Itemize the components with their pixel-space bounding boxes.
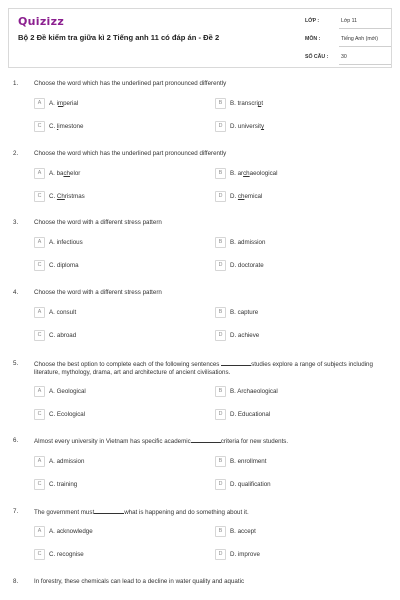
option-label xyxy=(230,481,271,488)
meta-panel xyxy=(305,9,393,69)
question-text xyxy=(34,360,389,377)
option-label xyxy=(49,388,86,395)
meta-value: Tiếng Anh (mới) xyxy=(341,36,378,42)
answer-option-d[interactable] xyxy=(215,191,365,203)
text-segment: Choose the word with a different stress pattern xyxy=(34,289,162,296)
text-segment: B. accept xyxy=(230,528,256,535)
option-letter-box[interactable]: B xyxy=(215,98,226,109)
text-segment: A. i xyxy=(49,100,58,107)
answer-option-b[interactable] xyxy=(215,386,365,398)
text-segment: Choose the word which has the underlined part pronounced differently xyxy=(34,150,227,157)
option-label xyxy=(230,100,263,107)
option-letter-box[interactable]: A xyxy=(34,168,45,179)
meta-value: Lớp 11 xyxy=(341,18,357,24)
text-segment: B. ar xyxy=(230,170,244,177)
option-letter-box[interactable]: C xyxy=(34,121,45,132)
question-number: 6. xyxy=(13,437,19,444)
question-number: 2. xyxy=(13,150,19,157)
option-label xyxy=(49,309,76,316)
question-number: 5. xyxy=(13,360,19,367)
meta-underline xyxy=(339,28,391,29)
underlined-letters: ch xyxy=(237,193,245,200)
option-letter-box[interactable]: A xyxy=(34,456,45,467)
meta-key: MÔN : xyxy=(305,36,321,42)
text-segment: A. acknowledge xyxy=(49,528,93,535)
underlined-letters: Ch xyxy=(56,193,65,200)
underlined-letters: p xyxy=(257,100,262,107)
text-segment: studies explore a range of subjects including literature, mythology, drama, art and architecture of ancient civilisations. xyxy=(34,361,373,376)
option-letter-box[interactable]: C xyxy=(34,549,45,560)
option-letter-box[interactable]: A xyxy=(34,526,45,537)
text-segment: The government must xyxy=(34,509,95,516)
meta-underline xyxy=(339,64,391,65)
quizizz-logo: Quizizz xyxy=(18,15,65,28)
question-number: 7. xyxy=(13,508,19,515)
option-label xyxy=(49,123,83,130)
text-segment: imestone xyxy=(58,123,84,130)
underlined-letters: ch xyxy=(63,170,70,177)
text-segment: C. training xyxy=(49,481,78,488)
answer-option-a[interactable] xyxy=(34,526,184,538)
answer-option-b[interactable] xyxy=(215,168,365,180)
option-label xyxy=(49,458,84,465)
option-label xyxy=(49,551,84,558)
text-segment: C. abroad xyxy=(49,332,77,339)
text-segment: D. Educational xyxy=(230,411,271,418)
answer-option-c[interactable] xyxy=(34,479,184,491)
text-segment: t xyxy=(261,100,264,107)
question-text xyxy=(34,150,389,158)
answer-option-b[interactable] xyxy=(215,526,365,538)
question-text xyxy=(34,437,389,446)
question-text xyxy=(34,508,389,517)
text-segment: C. xyxy=(49,123,57,130)
option-letter-box[interactable]: D xyxy=(215,549,226,560)
underlined-letters: ch xyxy=(243,170,250,177)
answer-option-b[interactable] xyxy=(215,307,365,319)
answer-option-d[interactable] xyxy=(215,330,365,342)
option-label xyxy=(230,170,278,177)
meta-key: SỐ CÂU : xyxy=(305,54,329,60)
answer-option-a[interactable] xyxy=(34,307,184,319)
answer-blank xyxy=(94,508,124,514)
option-label xyxy=(230,411,270,418)
option-letter-box[interactable]: B xyxy=(215,456,226,467)
answer-option-b[interactable] xyxy=(215,98,365,110)
option-letter-box[interactable]: C xyxy=(34,479,45,490)
option-label xyxy=(49,411,85,418)
option-label xyxy=(230,332,259,339)
meta-underline xyxy=(339,46,391,47)
option-label xyxy=(49,332,76,339)
text-segment: C. xyxy=(49,193,57,200)
text-segment: A. Geological xyxy=(49,388,86,395)
option-letter-box[interactable]: D xyxy=(215,260,226,271)
text-segment: Choose the word with a different stress pattern xyxy=(34,219,162,226)
answer-option-d[interactable] xyxy=(215,549,365,561)
option-letter-box[interactable]: B xyxy=(215,386,226,397)
text-segment: perial xyxy=(63,100,79,107)
underlined-letters: m xyxy=(57,100,64,107)
option-label xyxy=(49,528,93,535)
text-segment: In forestry, these chemicals can lead to a decline in water quality and aquatic xyxy=(34,578,245,585)
text-segment: B. capture xyxy=(230,309,259,316)
text-segment: D. universit xyxy=(230,123,261,130)
text-segment: ristmas xyxy=(64,193,85,200)
option-letter-box[interactable]: B xyxy=(215,526,226,537)
text-segment: A. infectious xyxy=(49,239,83,246)
answer-option-d[interactable] xyxy=(215,121,365,133)
text-segment: B. Archaeological xyxy=(230,388,278,395)
question-text xyxy=(34,80,389,88)
option-label xyxy=(230,551,260,558)
answer-option-a[interactable] xyxy=(34,456,184,468)
text-segment: Choose the word which has the underlined part pronounced differently xyxy=(34,80,227,87)
answer-option-a[interactable] xyxy=(34,98,184,110)
text-segment: Choose the best option to complete each of the following sentences xyxy=(34,361,222,368)
text-segment: D. qualification xyxy=(230,481,271,488)
option-label xyxy=(230,528,256,535)
option-letter-box[interactable]: C xyxy=(34,191,45,202)
option-label xyxy=(49,481,77,488)
option-letter-box[interactable]: A xyxy=(34,237,45,248)
option-label xyxy=(230,239,265,246)
option-letter-box[interactable]: B xyxy=(215,237,226,248)
answer-option-d[interactable] xyxy=(215,260,365,272)
text-segment: B. enrollment xyxy=(230,458,267,465)
text-segment: B. transcri xyxy=(230,100,258,107)
answer-option-c[interactable] xyxy=(34,330,184,342)
option-letter-box[interactable]: B xyxy=(215,168,226,179)
answer-blank xyxy=(221,360,251,366)
text-segment: A. ba xyxy=(49,170,64,177)
text-segment: emical xyxy=(244,193,263,200)
meta-value: 30 xyxy=(341,54,347,60)
answer-option-b[interactable] xyxy=(215,456,365,468)
text-segment: what is happening and do something about it. xyxy=(124,509,249,516)
underlined-letters: y xyxy=(260,123,265,130)
text-segment: C. recognise xyxy=(49,551,84,558)
option-label xyxy=(230,262,264,269)
answer-option-c[interactable] xyxy=(34,549,184,561)
text-segment: elor xyxy=(70,170,81,177)
option-label xyxy=(49,100,78,107)
text-segment: D. doctorate xyxy=(230,262,264,269)
answer-blank xyxy=(191,437,221,443)
option-letter-box[interactable]: A xyxy=(34,98,45,109)
option-letter-box[interactable]: B xyxy=(215,307,226,318)
option-label xyxy=(49,193,85,200)
question-text xyxy=(34,578,389,586)
text-segment: C. Ecological xyxy=(49,411,86,418)
question-text xyxy=(34,219,389,227)
text-segment: criteria for new students. xyxy=(220,438,289,445)
question-text xyxy=(34,289,389,297)
text-segment: aeological xyxy=(249,170,278,177)
worksheet-header xyxy=(8,8,392,68)
answer-option-c[interactable] xyxy=(34,260,184,272)
answer-option-d[interactable] xyxy=(215,479,365,491)
option-label xyxy=(49,262,79,269)
option-letter-box[interactable]: D xyxy=(215,330,226,341)
meta-count-row xyxy=(305,49,393,67)
option-label xyxy=(49,239,83,246)
answer-option-c[interactable] xyxy=(34,409,184,421)
text-segment: D. improve xyxy=(230,551,260,558)
text-segment: A. consult xyxy=(49,309,77,316)
option-letter-box[interactable]: A xyxy=(34,307,45,318)
option-label xyxy=(230,388,278,395)
text-segment: Almost every university in Vietnam has specific academic xyxy=(34,438,191,445)
question-number: 1. xyxy=(13,80,19,87)
question-number: 4. xyxy=(13,289,19,296)
option-letter-box[interactable]: D xyxy=(215,479,226,490)
answer-option-a[interactable] xyxy=(34,168,184,180)
option-label xyxy=(230,123,264,130)
option-letter-box[interactable]: C xyxy=(34,260,45,271)
option-label xyxy=(230,309,258,316)
option-letter-box[interactable]: D xyxy=(215,121,226,132)
option-label xyxy=(230,193,262,200)
option-label xyxy=(230,458,266,465)
meta-key: LỚP : xyxy=(305,18,320,24)
text-segment: C. diploma xyxy=(49,262,79,269)
text-segment: B. admission xyxy=(230,239,266,246)
option-letter-box[interactable]: D xyxy=(215,191,226,202)
answer-option-a[interactable] xyxy=(34,386,184,398)
option-letter-box[interactable]: C xyxy=(34,330,45,341)
underlined-letters: l xyxy=(56,123,59,130)
option-letter-box[interactable]: C xyxy=(34,409,45,420)
option-label xyxy=(49,170,80,177)
meta-subject-row xyxy=(305,31,393,49)
text-segment: D. xyxy=(230,193,238,200)
answer-option-c[interactable] xyxy=(34,121,184,133)
option-letter-box[interactable]: A xyxy=(34,386,45,397)
option-letter-box[interactable]: D xyxy=(215,409,226,420)
answer-option-b[interactable] xyxy=(215,237,365,249)
question-number: 3. xyxy=(13,219,19,226)
text-segment: D. achieve xyxy=(230,332,260,339)
meta-class-row xyxy=(305,13,393,31)
text-segment: A. admission xyxy=(49,458,85,465)
answer-option-c[interactable] xyxy=(34,191,184,203)
answer-option-a[interactable] xyxy=(34,237,184,249)
question-number: 8. xyxy=(13,578,19,585)
answer-option-d[interactable] xyxy=(215,409,365,421)
document-title: Bộ 2 Đề kiểm tra giữa kì 2 Tiếng anh 11 có đáp án - Đề 2 xyxy=(18,33,220,42)
